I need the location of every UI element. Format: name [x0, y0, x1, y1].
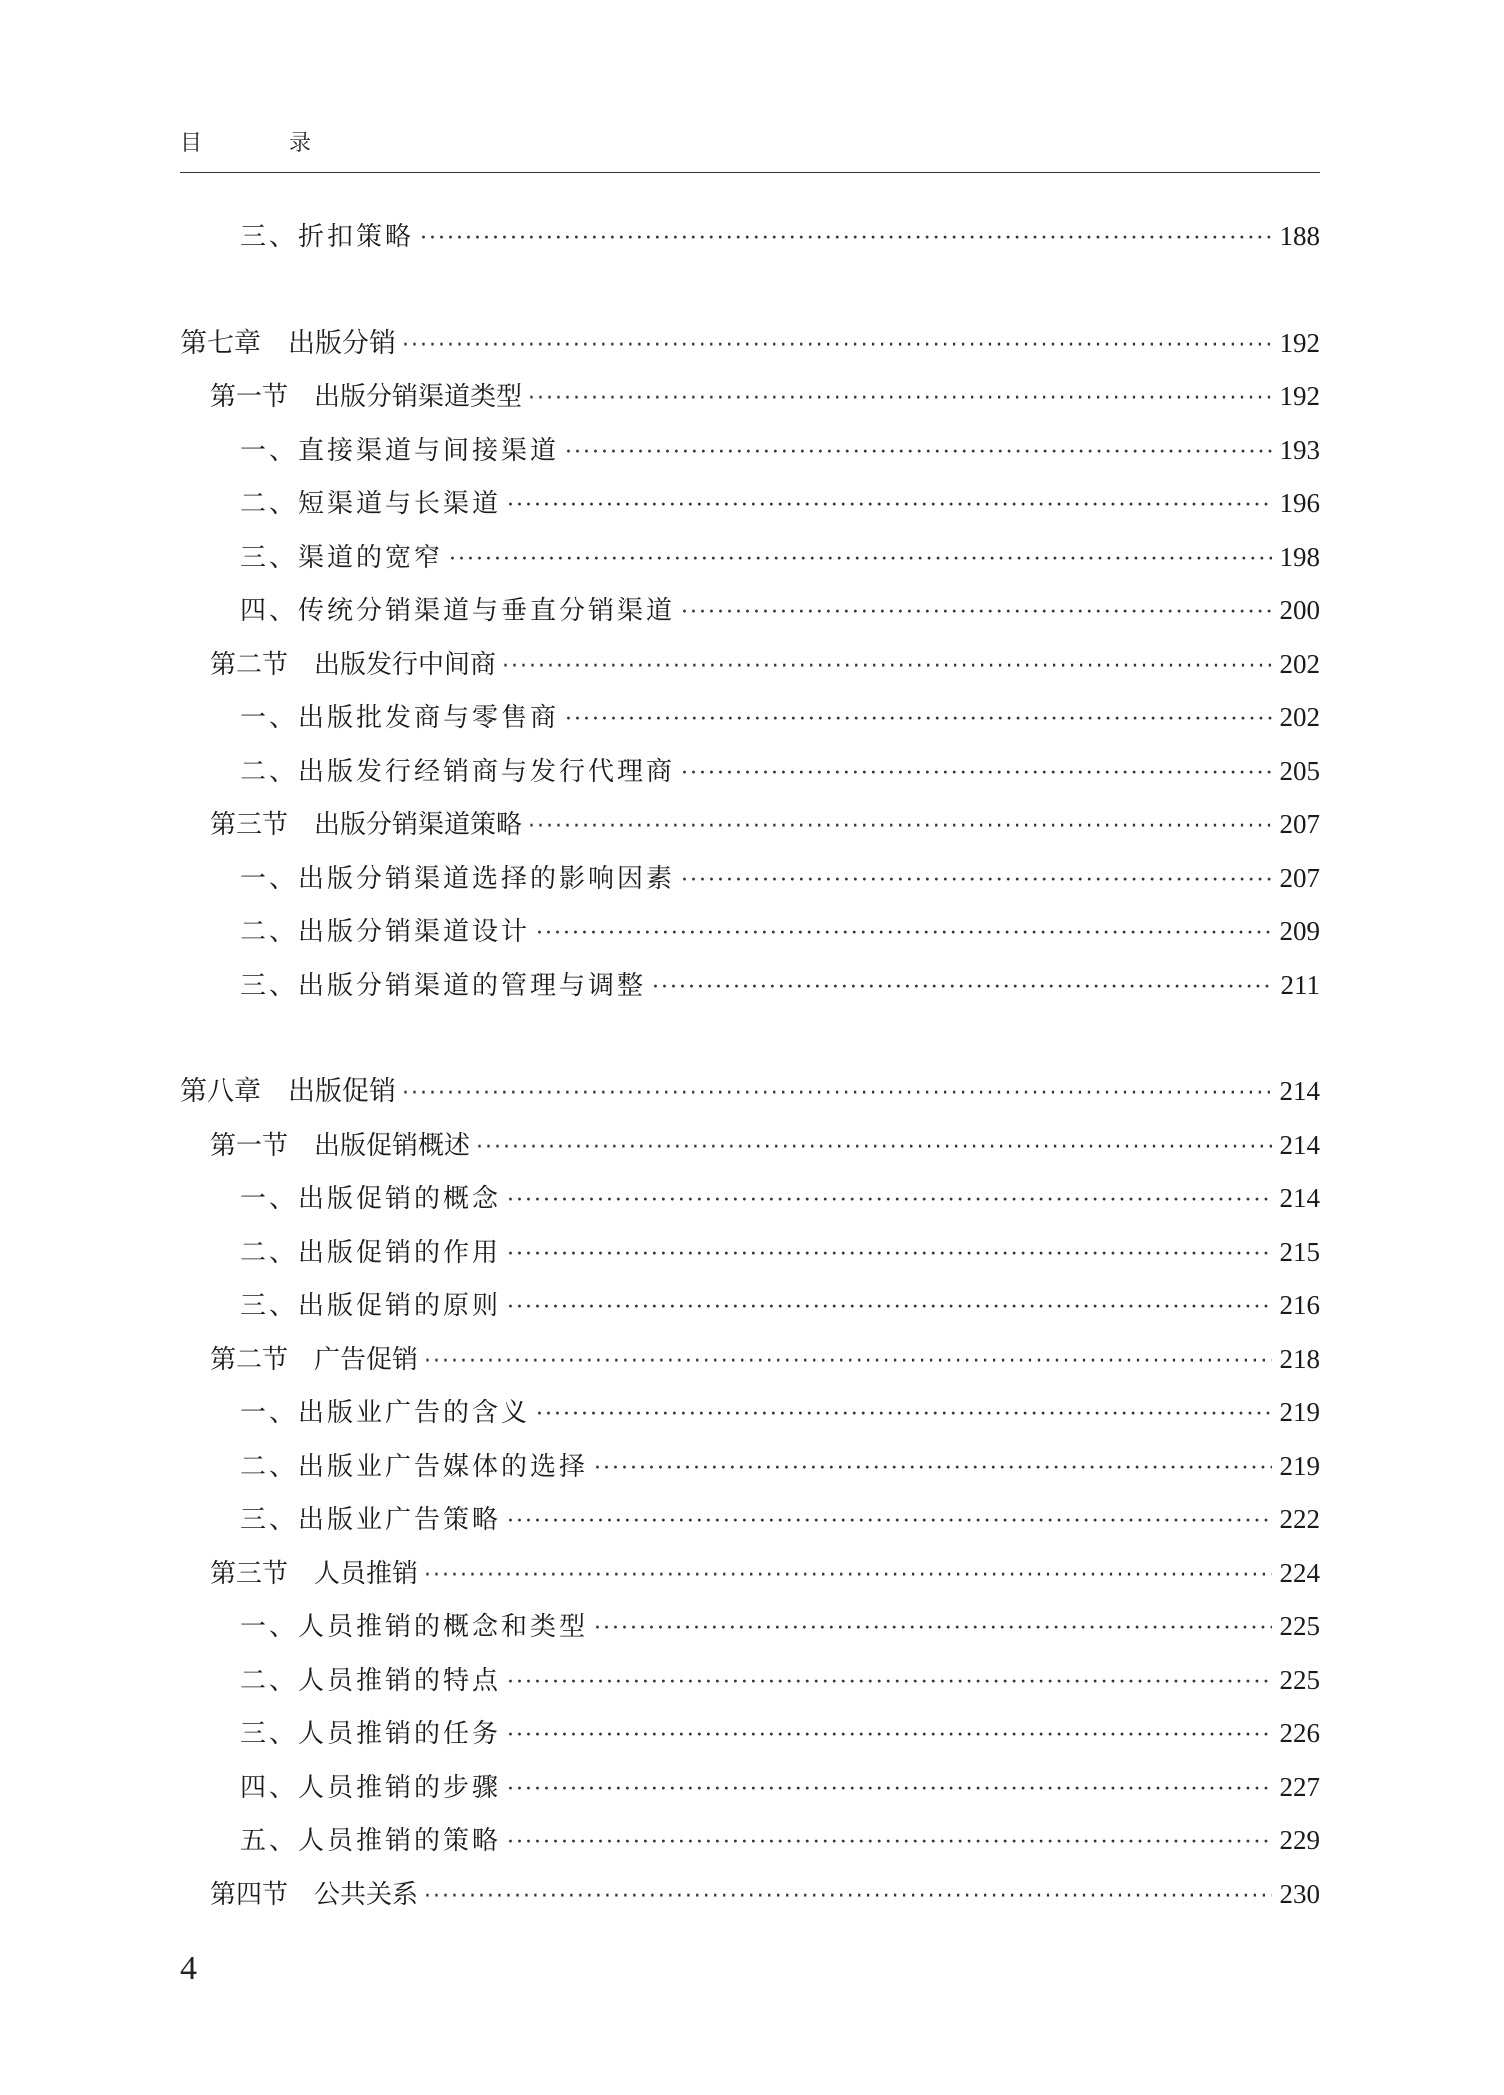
dot-leader	[424, 1549, 1271, 1603]
toc-entry-page: 219	[1279, 1397, 1320, 1427]
table-of-contents	[180, 210, 1320, 1921]
toc-section-entry[interactable]	[180, 370, 1320, 424]
toc-item-entry[interactable]	[180, 745, 1320, 799]
dot-leader	[402, 319, 1272, 373]
toc-entry-page: 230	[1279, 1878, 1320, 1909]
toc-entry-title: 第三节 人员推销	[210, 1558, 419, 1589]
toc-entry-page: 214	[1279, 1183, 1320, 1213]
dot-leader	[502, 640, 1271, 694]
running-header	[180, 126, 1320, 166]
toc-item-entry[interactable]	[180, 1172, 1320, 1226]
dot-leader	[681, 586, 1271, 640]
header-label: 目 录	[180, 131, 351, 156]
toc-entry-title: 二、出版分销渠道设计	[240, 917, 531, 947]
toc-entry-title: 一、出版业广告的含义	[240, 1398, 531, 1428]
toc-entry-title: 第三节 出版分销渠道策略	[210, 810, 523, 840]
toc-item-entry[interactable]	[180, 1600, 1320, 1654]
toc-entry-page: 225	[1279, 1664, 1320, 1695]
dot-leader	[507, 1763, 1271, 1817]
toc-entry-title: 第二节 出版发行中间商	[210, 649, 497, 680]
toc-item-entry[interactable]	[180, 210, 1320, 264]
dot-leader	[565, 426, 1271, 480]
toc-spacer	[180, 1012, 1320, 1065]
toc-entry-page: 188	[1279, 221, 1320, 251]
toc-entry-page: 225	[1279, 1611, 1320, 1641]
toc-entry-page: 222	[1279, 1504, 1320, 1534]
dot-leader	[536, 1388, 1271, 1442]
toc-item-entry[interactable]	[180, 1761, 1320, 1815]
toc-entry-page: 219	[1279, 1450, 1320, 1481]
toc-entry-page: 207	[1279, 809, 1320, 839]
dot-leader	[507, 1816, 1271, 1870]
toc-entry-title: 第八章 出版促销	[180, 1076, 396, 1107]
toc-item-entry[interactable]	[180, 1279, 1320, 1333]
toc-entry-page: 229	[1279, 1825, 1320, 1855]
toc-entry-title: 第一节 出版促销概述	[210, 1130, 471, 1161]
page-number: 4	[180, 1950, 197, 1987]
toc-entry-title: 三、出版分销渠道的管理与调整	[240, 970, 647, 1001]
dot-leader	[507, 1495, 1271, 1549]
toc-entry-title: 四、人员推销的步骤	[240, 1772, 502, 1803]
toc-entry-page: 207	[1279, 862, 1320, 893]
toc-entry-page: 202	[1279, 702, 1320, 732]
toc-section-entry[interactable]	[180, 1333, 1320, 1387]
toc-item-entry[interactable]	[180, 691, 1320, 745]
dot-leader	[507, 1281, 1271, 1335]
toc-item-entry[interactable]	[180, 424, 1320, 478]
toc-entry-page: 192	[1279, 327, 1320, 358]
dot-leader	[507, 1174, 1271, 1228]
toc-entry-title: 二、出版业广告媒体的选择	[240, 1451, 589, 1482]
toc-entry-title: 第四节 公共关系	[210, 1879, 419, 1910]
dot-leader	[476, 1121, 1271, 1175]
dot-leader	[424, 1870, 1271, 1924]
toc-entry-page: 216	[1279, 1290, 1320, 1320]
dot-leader	[507, 479, 1271, 533]
toc-section-entry[interactable]	[180, 638, 1320, 692]
toc-item-entry[interactable]	[180, 852, 1320, 906]
toc-item-entry[interactable]	[180, 531, 1320, 585]
toc-spacer	[180, 264, 1320, 317]
toc-entry-page: 215	[1279, 1236, 1320, 1267]
toc-entry-title: 三、渠道的宽窄	[240, 542, 444, 573]
toc-entry-title: 一、出版促销的概念	[240, 1184, 502, 1214]
toc-entry-title: 三、出版业广告策略	[240, 1505, 502, 1535]
toc-entry-page: 192	[1279, 381, 1320, 411]
toc-entry-page: 209	[1279, 916, 1320, 946]
dot-leader	[507, 1709, 1271, 1763]
toc-entry-page: 196	[1279, 488, 1320, 518]
dot-leader	[528, 800, 1271, 854]
toc-entry-title: 四、传统分销渠道与垂直分销渠道	[240, 596, 676, 626]
toc-entry-page: 211	[1280, 969, 1320, 1000]
dot-leader	[565, 693, 1271, 747]
toc-entry-title: 三、折扣策略	[240, 222, 415, 252]
toc-entry-page: 198	[1279, 541, 1320, 572]
toc-entry-page: 218	[1279, 1343, 1320, 1374]
toc-entry-title: 第一节 出版分销渠道类型	[210, 382, 523, 412]
toc-entry-title: 一、出版批发商与零售商	[240, 703, 560, 733]
toc-entry-title: 三、出版促销的原则	[240, 1291, 502, 1321]
toc-entry-page: 202	[1279, 648, 1320, 679]
dot-leader	[681, 747, 1271, 801]
toc-entry-page: 227	[1279, 1771, 1320, 1802]
toc-entry-title: 二、出版发行经销商与发行代理商	[240, 756, 676, 787]
toc-entry-page: 200	[1279, 595, 1320, 625]
toc-entry-title: 第七章 出版分销	[180, 327, 396, 359]
toc-item-entry[interactable]	[180, 1440, 1320, 1494]
toc-item-entry[interactable]	[180, 905, 1320, 959]
toc-chapter-entry[interactable]	[180, 317, 1320, 371]
toc-entry-title: 二、人员推销的特点	[240, 1665, 502, 1696]
toc-section-entry[interactable]	[180, 1547, 1320, 1601]
toc-item-entry[interactable]	[180, 959, 1320, 1013]
toc-entry-page: 214	[1279, 1076, 1320, 1106]
toc-entry-title: 五、人员推销的策略	[240, 1826, 502, 1856]
dot-leader	[681, 854, 1271, 908]
dot-leader	[528, 372, 1271, 426]
toc-entry-title: 一、人员推销的概念和类型	[240, 1612, 589, 1642]
dot-leader	[449, 533, 1271, 587]
dot-leader	[594, 1442, 1271, 1496]
toc-item-entry[interactable]	[180, 584, 1320, 638]
toc-entry-title: 第二节 广告促销	[210, 1344, 419, 1375]
toc-section-entry[interactable]	[180, 798, 1320, 852]
toc-entry-page: 226	[1279, 1718, 1320, 1748]
toc-entry-page: 224	[1279, 1557, 1320, 1588]
dot-leader	[507, 1228, 1271, 1282]
toc-entry-page: 214	[1279, 1129, 1320, 1160]
toc-section-entry[interactable]	[180, 1119, 1320, 1173]
toc-entry-title: 二、出版促销的作用	[240, 1237, 502, 1268]
dot-leader	[594, 1602, 1271, 1656]
toc-item-entry[interactable]	[180, 1654, 1320, 1708]
toc-item-entry[interactable]	[180, 1707, 1320, 1761]
toc-entry-title: 二、短渠道与长渠道	[240, 489, 502, 519]
toc-entry-title: 一、直接渠道与间接渠道	[240, 435, 560, 466]
toc-entry-page: 193	[1279, 434, 1320, 465]
toc-entry-page: 205	[1279, 755, 1320, 786]
dot-leader	[507, 1656, 1271, 1710]
dot-leader	[420, 212, 1271, 266]
toc-section-entry[interactable]	[180, 1868, 1320, 1922]
dot-leader	[536, 907, 1271, 961]
header-rule	[180, 172, 1320, 173]
toc-entry-title: 三、人员推销的任务	[240, 1719, 502, 1749]
toc-entry-title: 一、出版分销渠道选择的影响因素	[240, 863, 676, 894]
toc-chapter-entry[interactable]	[180, 1065, 1320, 1119]
toc-item-entry[interactable]	[180, 477, 1320, 531]
toc-item-entry[interactable]	[180, 1814, 1320, 1868]
dot-leader	[652, 961, 1272, 1015]
toc-item-entry[interactable]	[180, 1226, 1320, 1280]
toc-item-entry[interactable]	[180, 1493, 1320, 1547]
toc-item-entry[interactable]	[180, 1386, 1320, 1440]
dot-leader	[402, 1067, 1272, 1121]
dot-leader	[424, 1335, 1271, 1389]
